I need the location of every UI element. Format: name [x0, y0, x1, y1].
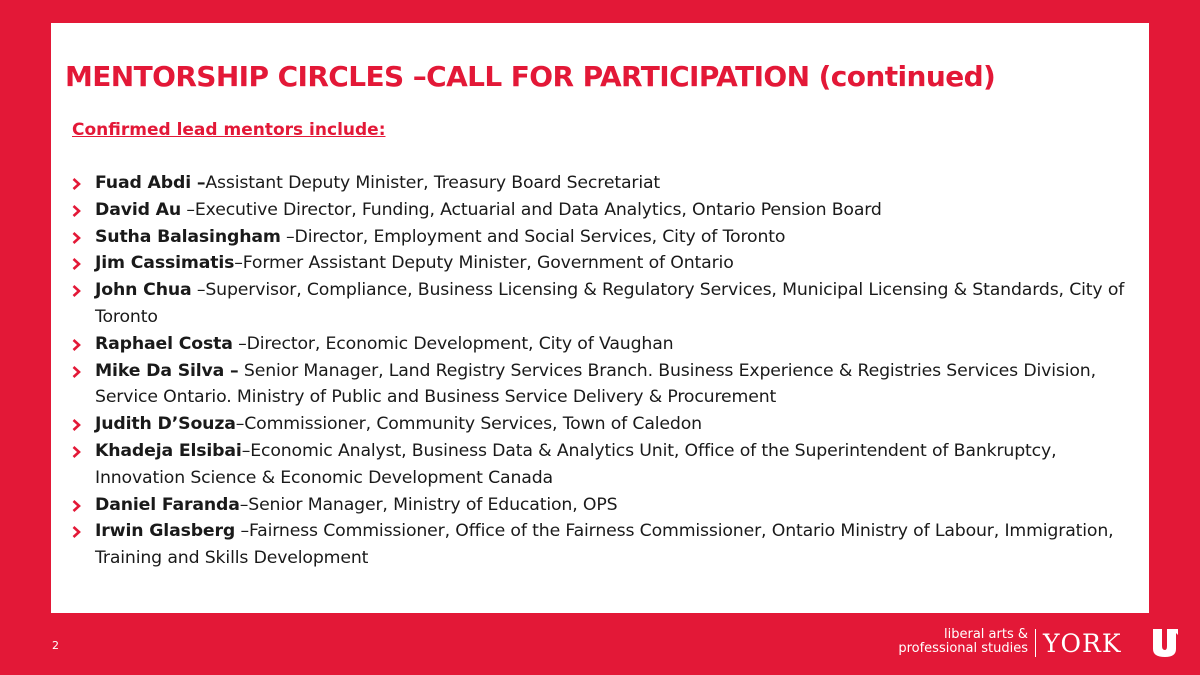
mentor-item — [72, 197, 1132, 224]
mentor-role: –Director, Employment and Social Services, City of Toronto — [280, 226, 786, 247]
chevron-right-icon — [72, 197, 88, 223]
mentor-name: Khadeja Elsibai — [95, 440, 242, 461]
mentors-subheading: Confirmed lead mentors include: — [72, 120, 386, 140]
mentor-item — [72, 411, 1132, 438]
mentor-item — [72, 438, 1132, 492]
chevron-right-icon — [72, 438, 88, 464]
chevron-right-icon — [72, 250, 88, 276]
mentor-name: Irwin Glasberg — [95, 521, 236, 542]
chevron-right-icon — [72, 331, 88, 357]
mentor-item — [72, 250, 1132, 277]
university-wordmark: YORK — [1043, 629, 1122, 658]
faculty-name-line1: liberal arts & — [944, 627, 1028, 642]
slide-number: 2 — [52, 639, 59, 652]
mentor-name: John Chua — [95, 280, 192, 301]
mentor-item — [72, 170, 1132, 197]
chevron-right-icon — [72, 170, 88, 196]
mentor-name: Jim Cassimatis — [95, 253, 235, 274]
mentor-name: Daniel Faranda — [95, 494, 240, 515]
mentor-item — [72, 277, 1132, 331]
faculty-logo — [898, 627, 1180, 658]
mentor-item — [72, 518, 1132, 572]
slide-content-panel — [51, 23, 1149, 613]
mentor-role: –Executive Director, Funding, Actuarial and Data Analytics, Ontario Pension Board — [181, 199, 882, 220]
mentor-item — [72, 331, 1132, 358]
faculty-name — [898, 628, 1028, 656]
mentor-role: –Former Assistant Deputy Minister, Government of Ontario — [234, 253, 734, 274]
mentor-name: Mike Da Silva – — [95, 360, 239, 381]
mentor-list — [72, 170, 1132, 572]
mentor-name: Judith D’Souza — [95, 414, 236, 435]
mentor-role: –Commissioner, Community Services, Town of Caledon — [235, 414, 702, 435]
chevron-right-icon — [72, 224, 88, 250]
mentor-role: Senior Manager, Land Registry Services Branch. Business Experience & Registries Services Division, Service Ontario. Ministry of Public and Business Service Delivery & Procurement — [95, 360, 1096, 408]
chevron-right-icon — [72, 411, 88, 437]
mentor-item — [72, 492, 1132, 519]
mentor-item — [72, 358, 1132, 412]
mentor-role: Assistant Deputy Minister, Treasury Board Secretariat — [205, 173, 661, 193]
mentor-item — [72, 224, 1132, 251]
mentor-role: –Director, Economic Development, City of Vaughan — [232, 333, 674, 354]
mentor-name: David Au — [95, 199, 182, 220]
faculty-name-line2: professional studies — [898, 641, 1028, 656]
mentor-role: –Economic Analyst, Business Data & Analytics Unit, Office of the Superintendent of Bankruptcy, Innovation Science & Economic Development Canada — [95, 440, 1057, 488]
chevron-right-icon — [72, 492, 88, 518]
logo-divider — [1035, 629, 1036, 657]
chevron-right-icon — [72, 518, 88, 544]
mentor-name: Sutha Balasingham — [95, 226, 281, 247]
mentor-name: Fuad Abdi – — [95, 173, 206, 193]
mentor-role: –Fairness Commissioner, Office of the Fairness Commissioner, Ontario Ministry of Labour, Immigration, Training and Skills Development — [95, 521, 1114, 569]
mentor-role: –Supervisor, Compliance, Business Licensing & Regulatory Services, Municipal Licensing & Standards, City of Toronto — [95, 280, 1125, 327]
slide-title: MENTORSHIP CIRCLES –CALL FOR PARTICIPATION (continued) — [65, 60, 996, 93]
chevron-right-icon — [72, 277, 88, 303]
york-u-logo-icon — [1151, 629, 1178, 657]
mentor-role: –Senior Manager, Ministry of Education, OPS — [239, 494, 618, 515]
mentor-name: Raphael Costa — [95, 333, 233, 354]
chevron-right-icon — [72, 358, 88, 384]
